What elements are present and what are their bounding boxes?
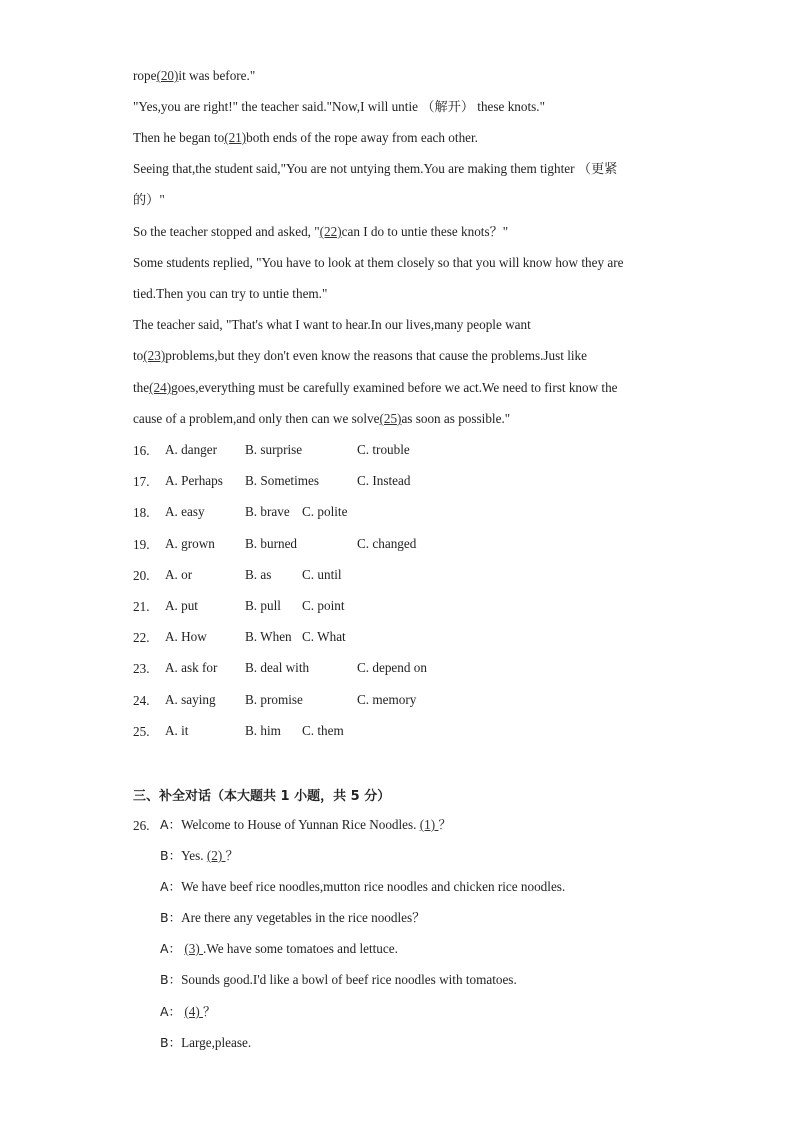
- option-c: C. changed: [357, 536, 417, 551]
- option-b: B. When: [245, 629, 292, 644]
- option-b: B. promise: [245, 692, 303, 707]
- option-b: B. him: [245, 723, 281, 738]
- dialogue-line: A： (4) ？: [160, 1004, 216, 1019]
- passage-line: the(24)goes,everything must be carefully examined before we act.We need to first know the: [133, 380, 618, 395]
- question-number: 21.: [133, 599, 150, 614]
- question-number-26: 26.: [133, 818, 150, 833]
- option-b: B. pull: [245, 598, 281, 613]
- dialogue-line: B：Are there any vegetables in the rice noodles？: [160, 910, 426, 925]
- question-number: 22.: [133, 630, 150, 645]
- dialogue-line: B：Sounds good.I'd like a bowl of beef rice noodles with tomatoes.: [160, 972, 517, 987]
- blank-21: (21): [224, 130, 247, 145]
- question-number: 17.: [133, 474, 150, 489]
- blank-20: (20): [156, 68, 179, 83]
- blank-3: (3): [184, 941, 204, 956]
- passage-line: So the teacher stopped and asked, "(22)can I do to untie these knots？": [133, 224, 509, 239]
- question-number: 23.: [133, 661, 150, 676]
- option-b: B. brave: [245, 504, 290, 519]
- option-c: C. until: [302, 567, 342, 582]
- option-b: B. as: [245, 567, 272, 582]
- option-b: B. surprise: [245, 442, 303, 457]
- blank-25: (25): [379, 411, 402, 426]
- question-number: 19.: [133, 537, 150, 552]
- passage-line: Then he began to(21)both ends of the rope away from each other.: [133, 130, 478, 145]
- option-c: C. them: [302, 723, 344, 738]
- blank-2: (2): [206, 848, 226, 863]
- passage-line: to(23)problems,but they don't even know the reasons that cause the problems.Just like: [133, 348, 587, 363]
- dialogue-line: B：Yes. (2) ？: [160, 848, 239, 863]
- question-number: 20.: [133, 568, 150, 583]
- option-b: B. Sometimes: [245, 473, 319, 488]
- option-c: C. depend on: [357, 660, 427, 675]
- section-heading: 三、补全对话（本大题共 1 小题，共 5 分）: [133, 789, 391, 804]
- passage-line: tied.Then you can try to untie them.": [133, 286, 328, 301]
- blank-1: (1): [419, 817, 439, 832]
- question-number: 16.: [133, 443, 150, 458]
- passage-line: The teacher said, "That's what I want to hear.In our lives,many people want: [133, 317, 531, 332]
- option-a: A. ask for: [165, 660, 218, 675]
- blank-23: (23): [143, 348, 166, 363]
- option-a: A. danger: [165, 442, 217, 457]
- option-a: A. easy: [165, 504, 205, 519]
- option-c: C. polite: [302, 504, 348, 519]
- option-c: C. point: [302, 598, 345, 613]
- option-a: A. saying: [165, 692, 216, 707]
- option-b: B. burned: [245, 536, 298, 551]
- dialogue-line: A：We have beef rice noodles,mutton rice noodles and chicken rice noodles.: [160, 879, 566, 894]
- passage-line: 的）": [133, 192, 165, 207]
- option-a: A. grown: [165, 536, 215, 551]
- option-a: A. it: [165, 723, 189, 738]
- question-number: 18.: [133, 505, 150, 520]
- passage-line: cause of a problem,and only then can we solve(25)as soon as possible.": [133, 411, 511, 426]
- passage-line: Seeing that,the student said,"You are not untying them.You are making them tighter （更紧: [133, 161, 618, 176]
- option-b: B. deal with: [245, 660, 310, 675]
- dialogue-line: B：Large,please.: [160, 1035, 252, 1050]
- option-a: A. put: [165, 598, 198, 613]
- option-a: A. Perhaps: [165, 473, 223, 488]
- option-a: A. or: [165, 567, 193, 582]
- option-c: C. What: [302, 629, 346, 644]
- passage-line: "Yes,you are right!" the teacher said."Now,I will untie （解开） these knots.": [133, 99, 545, 114]
- blank-22: (22): [319, 224, 342, 239]
- option-c: C. Instead: [357, 473, 411, 488]
- question-number: 24.: [133, 693, 150, 708]
- dialogue-line: A： (3) .We have some tomatoes and lettuce.: [160, 941, 398, 956]
- blank-4: (4): [184, 1004, 204, 1019]
- option-a: A. How: [165, 629, 207, 644]
- blank-24: (24): [149, 380, 172, 395]
- passage-line: Some students replied, "You have to look at them closely so that you will know how they are: [133, 255, 624, 270]
- option-c: C. trouble: [357, 442, 410, 457]
- option-c: C. memory: [357, 692, 417, 707]
- passage-line: rope(20)it was before.": [133, 68, 256, 83]
- question-number: 25.: [133, 724, 150, 739]
- dialogue-line: A：Welcome to House of Yunnan Rice Noodles. (1) ？: [160, 817, 451, 832]
